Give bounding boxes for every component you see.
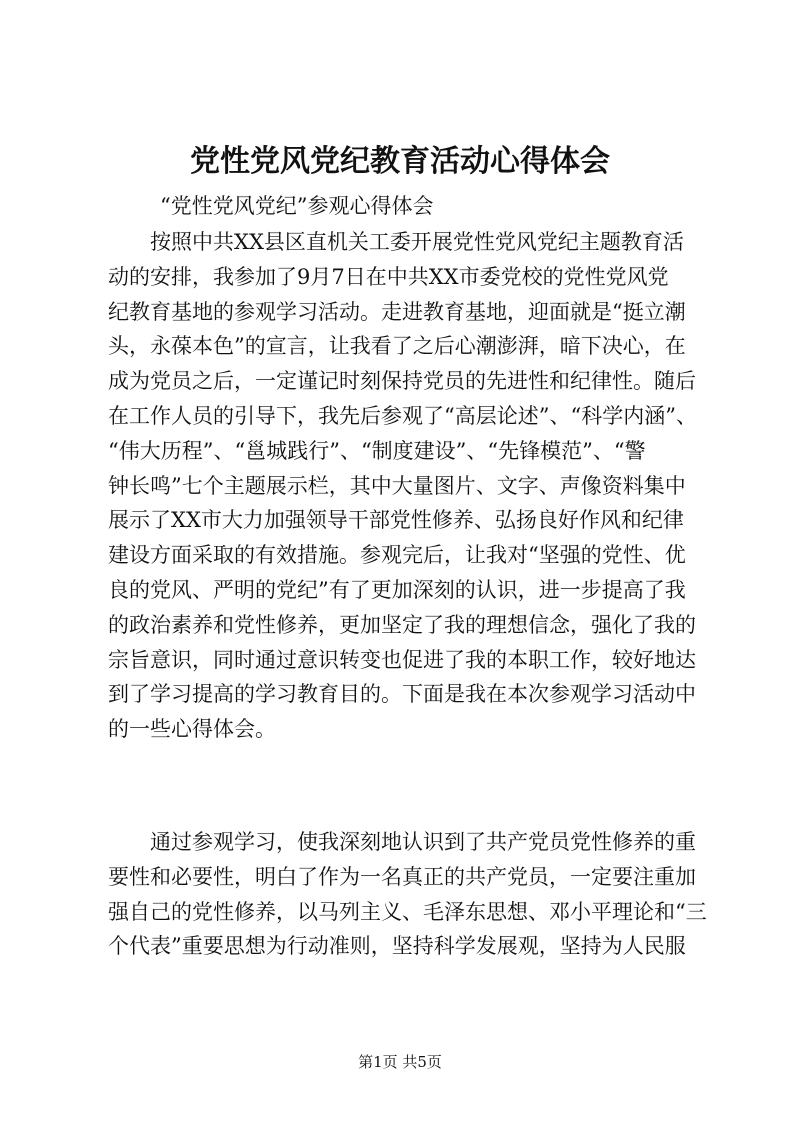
text-line: 建设方面采取的有效措施。参观完后，让我对“坚强的党性、优 bbox=[108, 543, 686, 568]
text-line: 宗旨意识，同时通过意识转变也促进了我的本职工作，较好地达 bbox=[108, 647, 696, 672]
text-line: “伟大历程”、“邕城践行”、“制度建设”、“先锋模范”、“警 bbox=[108, 438, 646, 463]
body-paragraph-2 bbox=[108, 825, 720, 964]
text-line: 良的党风、严明的党纪”有了更加深刻的认识，进一步提高了我 bbox=[108, 577, 686, 602]
text-line: 通过参观学习，使我深刻地认识到了共产党员党性修养的重 bbox=[108, 830, 696, 854]
text-line: 钟长鸣”七个主题展示栏，其中大量图片、文字、声像资料集中 bbox=[108, 473, 686, 498]
document-subtitle: “党性党风党纪”参观心得体会 bbox=[160, 194, 434, 218]
text-line: 动的安排，我参加了9月7日在中共XX市委党校的党性党风党 bbox=[108, 264, 669, 289]
text-line: 的一些心得体会。 bbox=[108, 717, 276, 742]
body-paragraph-1 bbox=[108, 225, 720, 747]
text-line: 在工作人员的引导下，我先后参观了“高层论述”、“科学内涵”、 bbox=[108, 403, 697, 428]
page-footer: 第1页 共5页 bbox=[358, 1053, 442, 1071]
text-line: 展示了XX市大力加强领导干部党性修养、弘扬良好作风和纪律 bbox=[108, 508, 684, 533]
text-line: 头，永葆本色”的宣言，让我看了之后心潮澎湃，暗下决心，在 bbox=[108, 334, 686, 359]
text-line: 成为党员之后，一定谨记时刻保持党员的先进性和纪律性。随后 bbox=[108, 369, 696, 394]
document-title: 党性党风党纪教育活动心得体会 bbox=[190, 144, 610, 179]
text-line: 到了学习提高的学习教育目的。下面是我在本次参观学习活动中 bbox=[108, 682, 696, 707]
text-line: 个代表”重要思想为行动准则，坚持科学发展观，坚持为人民服 bbox=[108, 934, 686, 959]
text-line: 要性和必要性，明白了作为一名真正的共产党员，一定要注重加 bbox=[108, 864, 696, 889]
text-line: 的政治素养和党性修养，更加坚定了我的理想信念，强化了我的 bbox=[108, 612, 696, 637]
text-line: 纪教育基地的参观学习活动。走进教育基地，迎面就是“挺立潮 bbox=[108, 299, 686, 324]
text-line: 强自己的党性修养，以马列主义、毛泽东思想、邓小平理论和“三 bbox=[108, 899, 707, 924]
text-line: 按照中共XX县区直机关工委开展党性党风党纪主题教育活 bbox=[108, 230, 684, 254]
